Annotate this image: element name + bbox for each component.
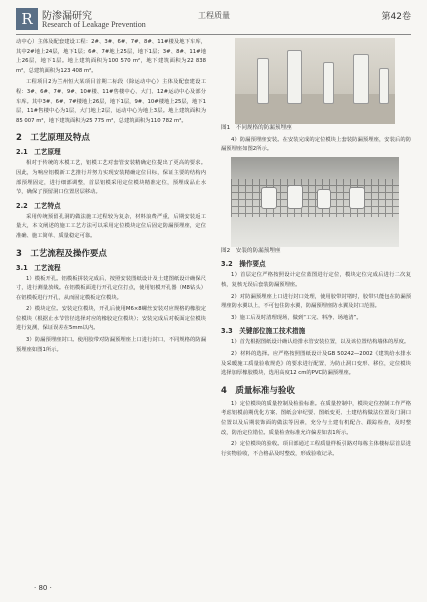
- section-name: 工程质量: [198, 11, 230, 20]
- figure-2-photo: [231, 157, 399, 247]
- paragraph: 采用传统预留孔洞的做法施工过程较为复杂，材料浪费严重，后期安装返工量大，本文阐述的施工工艺方法可以采用定位模块定位后固定防漏预埋座，定位准确、施工简单、质量稳定可靠。: [16, 213, 206, 239]
- journal-logo: R: [16, 8, 38, 30]
- paragraph: 2）定位模块的验收。项目部通过工程质量样板引路对每栋主体楼标层首层进行实物验收，不合格品及时整改，形成验收记录。: [221, 441, 411, 457]
- paragraph: 1）定位模块的质量控制及检验标准。在质量控制中，模块定位控制工作严格考虑铝模前期优化方案、图纸会审纪要、图纸变更、土建结构做法位置及门洞口位置以及后期装饰面的做法等因素，充分与土建有机配合、跟踪检查，及时整改，防治定位错位。质量检查标准允许偏差如表1所示。: [221, 400, 411, 436]
- paragraph: 相对于传统的木模工艺，铝模工艺对套管安装精确定位提出了更高的要求。因此，为响应铝模新工艺推行并努力实现安装精确定位目标，保证主要的结构内部预埋固定，进行细部调整，首层铝模采用定位模块精准定位，预埋成品止水节，确保了预留洞口位置居层移动。: [16, 160, 206, 196]
- subsection-heading: 2.2 工艺特点: [16, 201, 61, 210]
- subsection-heading: 2.1 工艺原理: [16, 148, 61, 157]
- paragraph: 2）材料的选择。应严格按照图纸设计及GB 50242—2002《建筑给水排水及采暖施工质量验收规范》的要求进行配置，为防止洞口变形、移位，定位模块选择加厚橡胶模块，选用高度12 cm的PVC防漏预埋座。: [221, 350, 411, 377]
- volume-label: 第42卷: [381, 12, 411, 22]
- paragraph: 工程项目2为兰州恒大某项目首期二标段（除运动中心）主体及配套建设工程：3#、6#、7#、9#、10#楼、11#售楼中心、大门、12#运动中心及部分车库。其中3#、6#、7#楼地上26层，地下1层，9#、10#楼地上25层，地下1层，11#售楼中心为1层，大门地上2层，运动中心为地上3层。地上建筑面积为85 007 m²，地下建筑面积为25 775 m²，总建筑面积为110 782 m²。: [16, 79, 206, 124]
- journal-title-en: Research of Leakage Prevention: [42, 20, 146, 29]
- page-header: [0, 0, 427, 42]
- section-heading: 2 工艺原理及特点: [16, 133, 90, 144]
- subsection-heading: 3.1 工艺流程: [16, 263, 61, 272]
- right-column: [221, 38, 411, 461]
- left-column: [16, 38, 206, 357]
- page-number: · 80 ·: [34, 584, 52, 592]
- paragraph: 2）对防漏预埋座上口进行封口处理，使用胶带封堵时，胶带只能包在防漏预埋座防水翼以上，不可包住防水翼，防漏预埋座防水翼及封口范围。: [221, 293, 411, 310]
- header-divider: [16, 34, 411, 35]
- section-heading: 3 工艺流程及操作要点: [16, 248, 107, 259]
- subsection-heading: 3.2 操作要点: [221, 260, 266, 269]
- figure-1-photo: [235, 38, 395, 124]
- paragraph: 4）防漏预埋座安装。在安装完成的定位模块上套装防漏预埋座，安装后的防漏预埋座如图2所示。: [221, 136, 411, 153]
- section-heading: 4 质量标准与验收: [221, 385, 295, 396]
- figure-1-caption: 图1 不同规格的防漏预埋座: [221, 125, 292, 131]
- paragraph: 2）模块定位。安装定位模块，开孔后使用M6×8螺丝安装对应规格的橡胶定位模块（根据止水节管径选择对应的橡胶定位模块）；安装完成后对板面定位模块进行复测，保证误差在5mm以内。: [16, 306, 206, 332]
- paragraph: 1）模板开孔。铝模板拼装完成后，按照安装图纸设计及土建图纸设计确保尺寸，进行测量放线。在铝模板面进行开孔定位打点，使用铝模开孔器（M8钻头）在铝模板进行开孔，从而固定模板定位模块。: [16, 275, 206, 301]
- journal-title-cn: 防渗漏研究: [42, 11, 92, 22]
- paragraph: 动中心）主体及配套建设工程：2#、3#、6#、7#、8#、11#楼及地下车库，其中2#地上24层，地下1层；6#、7#地上25层，地下1层；3#、8#、11#地上26层，地下1层。地上建筑面积为100 570 m²，地下建筑面积为22 838 m²，总建筑面积为123 408 m²。: [16, 39, 206, 74]
- paragraph: 1）首先根据图纸设计确认给排水管安装位置，以及该位置结构墙体的厚度。: [231, 339, 410, 346]
- paragraph: 1）首层定位严格按照设计定位蓝图进行定位，模块定位完成后进行二次复核，复核无误后套装防漏预埋座。: [221, 272, 411, 288]
- figure-2-caption: 图2 安装的防漏预埋座: [221, 247, 281, 254]
- paragraph: 3）施工后及时清理现场，做到“工完、料净、场地清”。: [231, 314, 362, 321]
- subsection-heading: 3.3 关键部位施工技术措施: [221, 327, 306, 336]
- paragraph: 3）防漏预埋座封口。使用胶带对防漏预埋座上口进行封口，不同规格的防漏预埋座如图1所示。: [16, 337, 206, 353]
